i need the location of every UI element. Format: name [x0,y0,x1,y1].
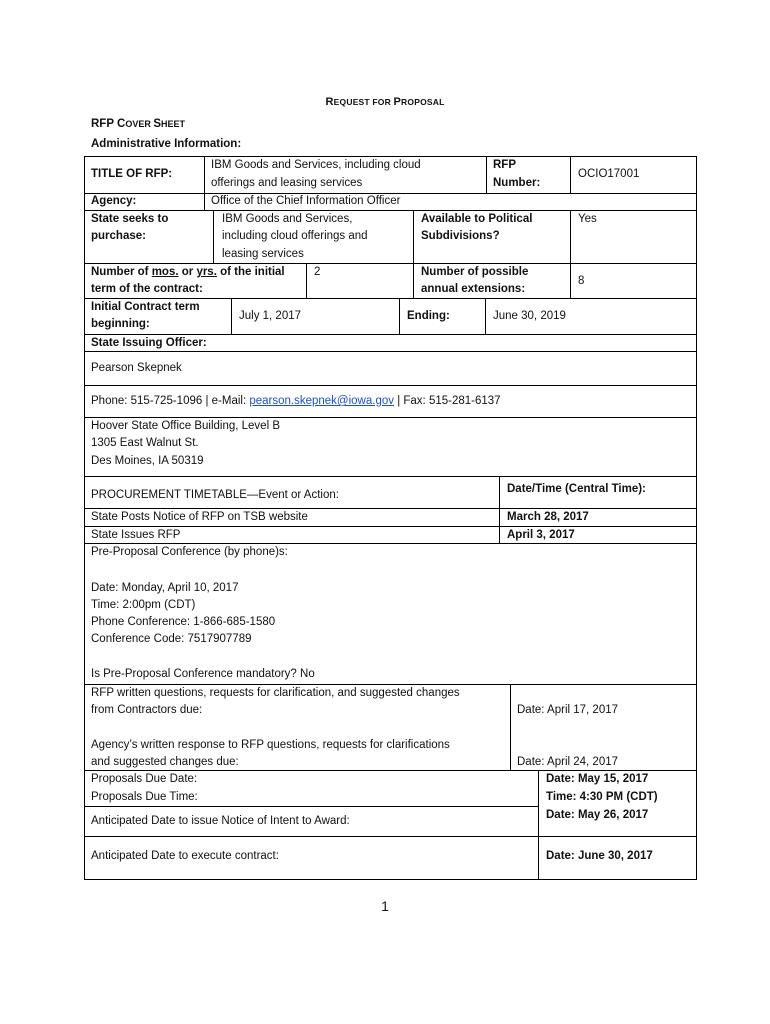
col-divider [499,476,500,543]
response-line2: and suggested changes due: [91,756,239,768]
purchase-value-line2: including cloud offerings and [222,230,368,242]
preproposal-mandatory: Is Pre-Proposal Conference mandatory? No [91,668,315,680]
political-subdivisions-value: Yes [578,213,597,225]
due-time-value: Time: 4:30 PM (CDT) [546,791,658,803]
extensions-label-line1: Number of possible [421,266,529,278]
questions-date: Date: April 17, 2017 [517,704,619,716]
response-date: Date: April 24, 2017 [517,756,619,768]
timetable-header-event: PROCUREMENT TIMETABLE—Event or Action: [91,489,339,501]
col-divider [570,210,571,263]
page-number: 1 [381,898,389,914]
intent-label: Anticipated Date to issue Notice of Intent to Award: [91,815,350,827]
term-label-line2: term of the contract: [91,283,203,295]
execute-label: Anticipated Date to execute contract: [91,850,279,862]
col-divider [485,298,486,334]
col-divider [538,770,539,880]
row-divider [84,210,697,211]
purchase-label-line2: purchase: [91,230,146,242]
col-divider [510,684,511,770]
rfp-number-label-line1: RFP [493,159,516,171]
purchase-value-line3: leasing services [222,248,304,260]
document-title: REQUEST FOR PROPOSAL [325,96,445,108]
col-divider [306,263,307,298]
ending-label: Ending: [407,310,450,322]
timetable-row2-date: April 3, 2017 [507,529,575,541]
rfp-number-label-line2: Number: [493,177,541,189]
timetable-row2-event: State Issues RFP [91,529,181,541]
row-divider [84,476,697,477]
email-link[interactable]: pearson.skepnek@iowa.gov [249,395,394,407]
address-line2: 1305 East Walnut St. [91,437,199,449]
col-divider [570,156,571,194]
col-divider [399,298,400,334]
row-divider [84,836,697,837]
preproposal-heading: Pre-Proposal Conference (by phone)s: [91,546,288,558]
ending-value: June 30, 2019 [493,310,566,322]
issuing-officer-name: Pearson Skepnek [91,362,182,374]
col-divider [413,210,414,298]
term-label-line1: Number of mos. or yrs. of the initial [91,266,285,278]
address-line3: Des Moines, IA 50319 [91,455,204,467]
purchase-value-line1: IBM Goods and Services, [222,213,353,225]
term-value: 2 [314,266,321,278]
response-line1: Agency’s written response to RFP questions, requests for clarifications [91,739,450,751]
contact-line: Phone: 515-725-1096 | e-Mail: pearson.skepnek@iowa.gov | Fax: 515-281-6137 [91,395,501,407]
agency-value: Office of the Chief Information Officer [211,195,401,207]
questions-line1: RFP written questions, requests for clarification, and suggested changes [91,687,460,699]
title-of-rfp-value-line2: offerings and leasing services [211,177,363,189]
row-divider [84,806,539,807]
col-divider [204,156,205,210]
political-subdivisions-label-line2: Subdivisions? [421,230,500,242]
execute-value: Date: June 30, 2017 [546,850,653,862]
rfp-number-value: OCIO17001 [578,168,640,180]
due-date-value: Date: May 15, 2017 [546,773,649,785]
col-divider [231,298,232,334]
agency-label: Agency: [91,195,137,207]
due-time-label: Proposals Due Time: [91,791,198,803]
col-divider [486,156,487,194]
intent-value: Date: May 26, 2017 [546,809,649,821]
cover-sheet-heading: RFP COVER SHEET [91,118,186,130]
admin-info-heading: Administrative Information: [91,138,242,150]
col-divider [570,263,571,298]
table-border-right [696,156,697,880]
timetable-row1-date: March 28, 2017 [507,511,589,523]
title-rest: EQUEST FOR [333,97,394,107]
extensions-value: 8 [578,275,585,287]
issuing-officer-label: State Issuing Officer: [91,337,207,349]
address-line1: Hoover State Office Building, Level B [91,420,281,432]
title-of-rfp-label: TITLE OF RFP: [91,168,173,180]
timetable-header-date: Date/Time (Central Time): [507,483,646,495]
preproposal-code: Conference Code: 7517907789 [91,633,252,645]
col-divider [213,210,214,263]
questions-line2: from Contractors due: [91,704,203,716]
table-border-left [84,156,85,880]
preproposal-phone: Phone Conference: 1-866-685-1580 [91,616,276,628]
due-date-label: Proposals Due Date: [91,773,198,785]
extensions-label-line2: annual extensions: [421,283,526,295]
title-of-rfp-value-line1: IBM Goods and Services, including cloud [211,159,421,171]
timetable-row1-event: State Posts Notice of RFP on TSB website [91,511,308,523]
initial-term-value: July 1, 2017 [239,310,302,322]
purchase-label-line1: State seeks to [91,213,169,225]
political-subdivisions-label-line1: Available to Political [421,213,533,225]
initial-term-label-line1: Initial Contract term [91,301,200,313]
preproposal-date: Date: Monday, April 10, 2017 [91,582,239,594]
row-divider [84,385,697,386]
table-border-bottom [84,879,697,880]
preproposal-time: Time: 2:00pm (CDT) [91,599,196,611]
initial-term-label-line2: beginning: [91,318,150,330]
